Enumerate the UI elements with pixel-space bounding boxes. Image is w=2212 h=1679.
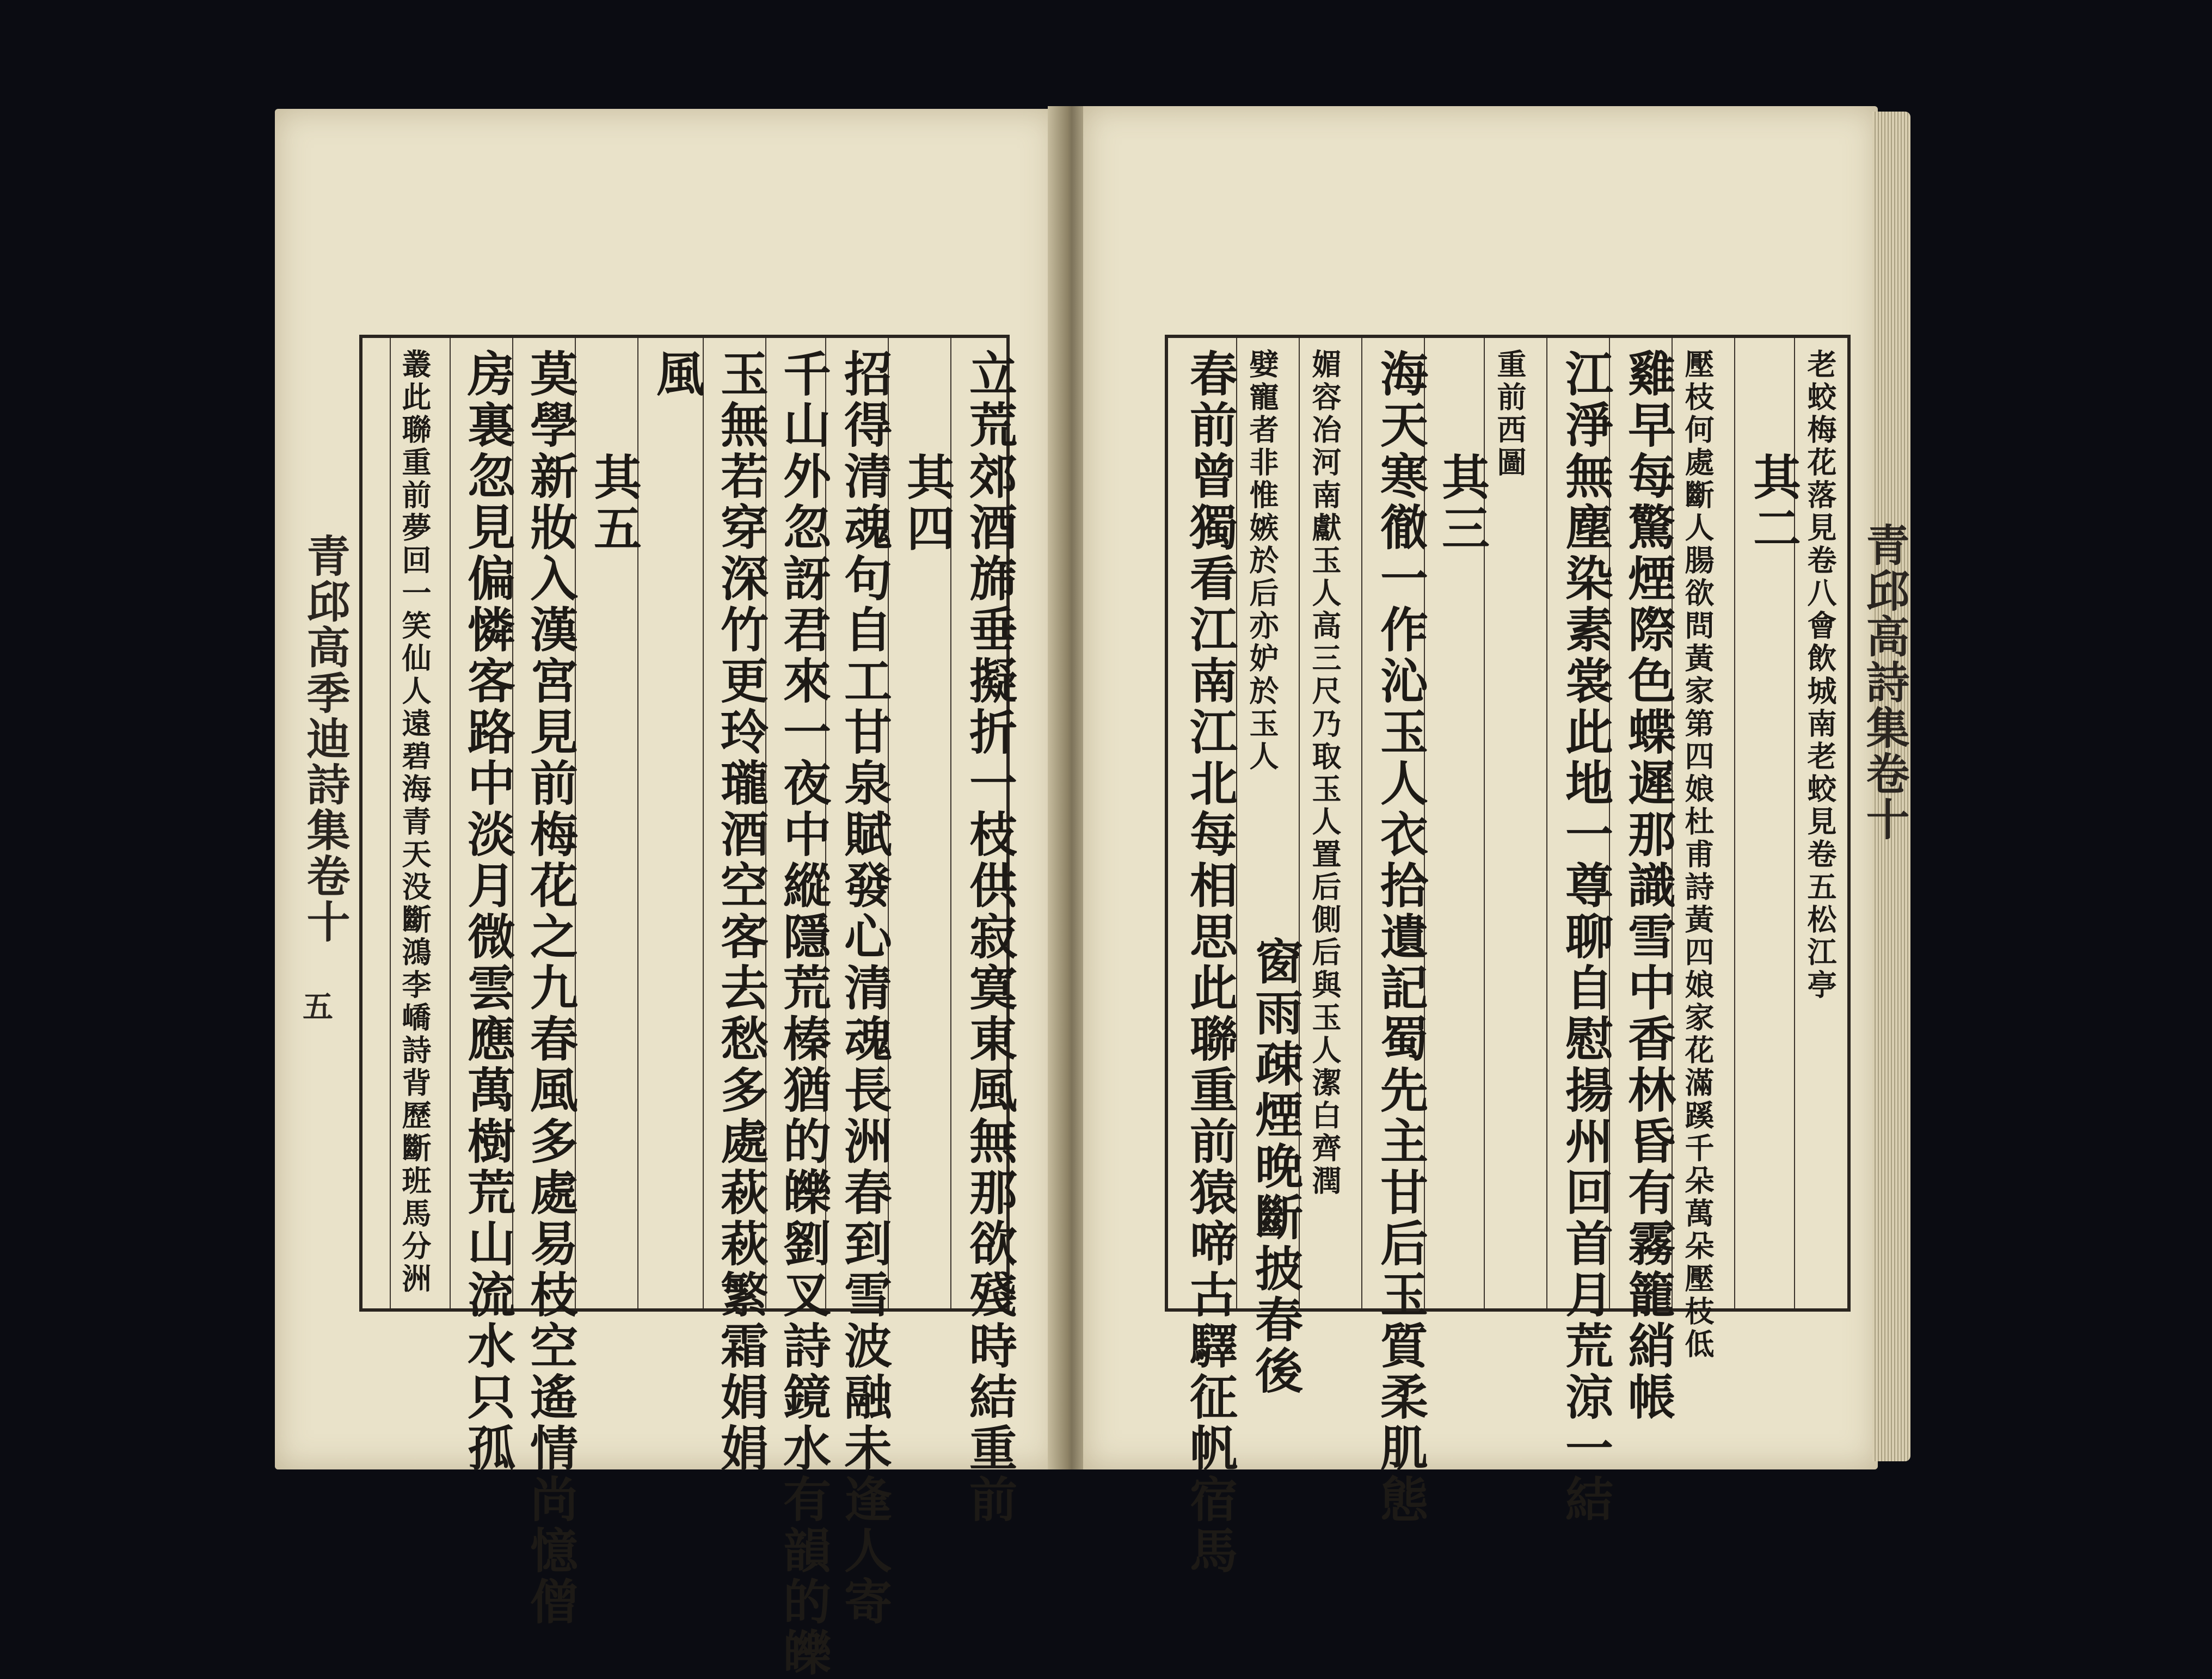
right-col-6: 重前西圖	[1492, 349, 1527, 479]
left-col-7-heading: 其五	[586, 452, 643, 555]
left-col-1: 立荒郊酒旆垂擬折一枝供寂寞東風無那欲殘時結重前	[962, 349, 1018, 1526]
right-col-11: 窗雨疎煙晚斷披春後	[1248, 937, 1304, 1397]
left-col-2-heading: 其四	[899, 452, 956, 555]
left-text-frame	[359, 335, 1018, 1679]
right-col-1: 老蛟梅花落見卷八會飲城南老蛟見卷五松江亭	[1803, 349, 1838, 1002]
right-folio-title: 青邱高詩集卷十	[1859, 522, 1910, 842]
right-col-10: 嬖寵者非惟嫉於后亦妒於玉人	[1245, 349, 1280, 773]
left-col-10: 叢此聯重前夢回一笑仙人遠碧海青天没斷鴻李嶠詩背歷斷班馬分洲	[397, 349, 432, 1296]
left-folio-title: 青邱高季迪詩集卷十	[299, 533, 351, 945]
left-col-9: 房裏忽見偏憐客路中淡月微雲應萬樹荒山流水只孤	[460, 349, 517, 1474]
right-col-9: 媚容冶河南獻玉人高三尺乃取玉人置后側后與玉人潔白齊潤	[1307, 349, 1342, 1198]
right-col-4: 雞早每驚煙際色蝶遲那識雪中香林昏有霧籠綃帳	[1620, 349, 1677, 1423]
left-col-5: 玉無若穿深竹更玲瓏酒空客去愁多處萩萩繁霜娟娟	[713, 349, 770, 1474]
left-col-6: 風	[649, 349, 705, 400]
left-col-8: 莫學新妝入漢宮見前梅花之九春風多處易枝空遙情尚憶僧	[523, 349, 579, 1628]
right-col-12: 春前曾獨看江南江北每相思此聯重前猿啼古驛征帆宿馬	[1182, 349, 1239, 1577]
right-text-frame	[1165, 335, 1851, 1577]
right-col-2-heading: 其二	[1746, 452, 1802, 555]
left-col-3: 招得清魂句自工甘泉賦發心清魂長洲春到雪波融未逢人寄	[837, 349, 893, 1628]
left-col-4: 千山外忽訝君來一夜中縱隱荒榛猶的皪劉叉詩鏡水有韻的皪	[776, 349, 832, 1679]
left-folio-number: 五	[298, 991, 334, 1023]
right-col-3: 壓枝何處斷人腸欲問黃家第四娘杜甫詩黃四娘家花滿蹊千朵萬朵壓枝低	[1680, 349, 1715, 1361]
right-col-8: 海天寒徹一作沁玉人衣拾遺記蜀先主甘后玉質柔肌態	[1373, 349, 1429, 1526]
right-col-5: 江淨無塵染素裳此地一尊聊自慰揚州回首月荒涼一結	[1558, 349, 1614, 1526]
right-col-7-heading: 其三	[1434, 452, 1491, 555]
